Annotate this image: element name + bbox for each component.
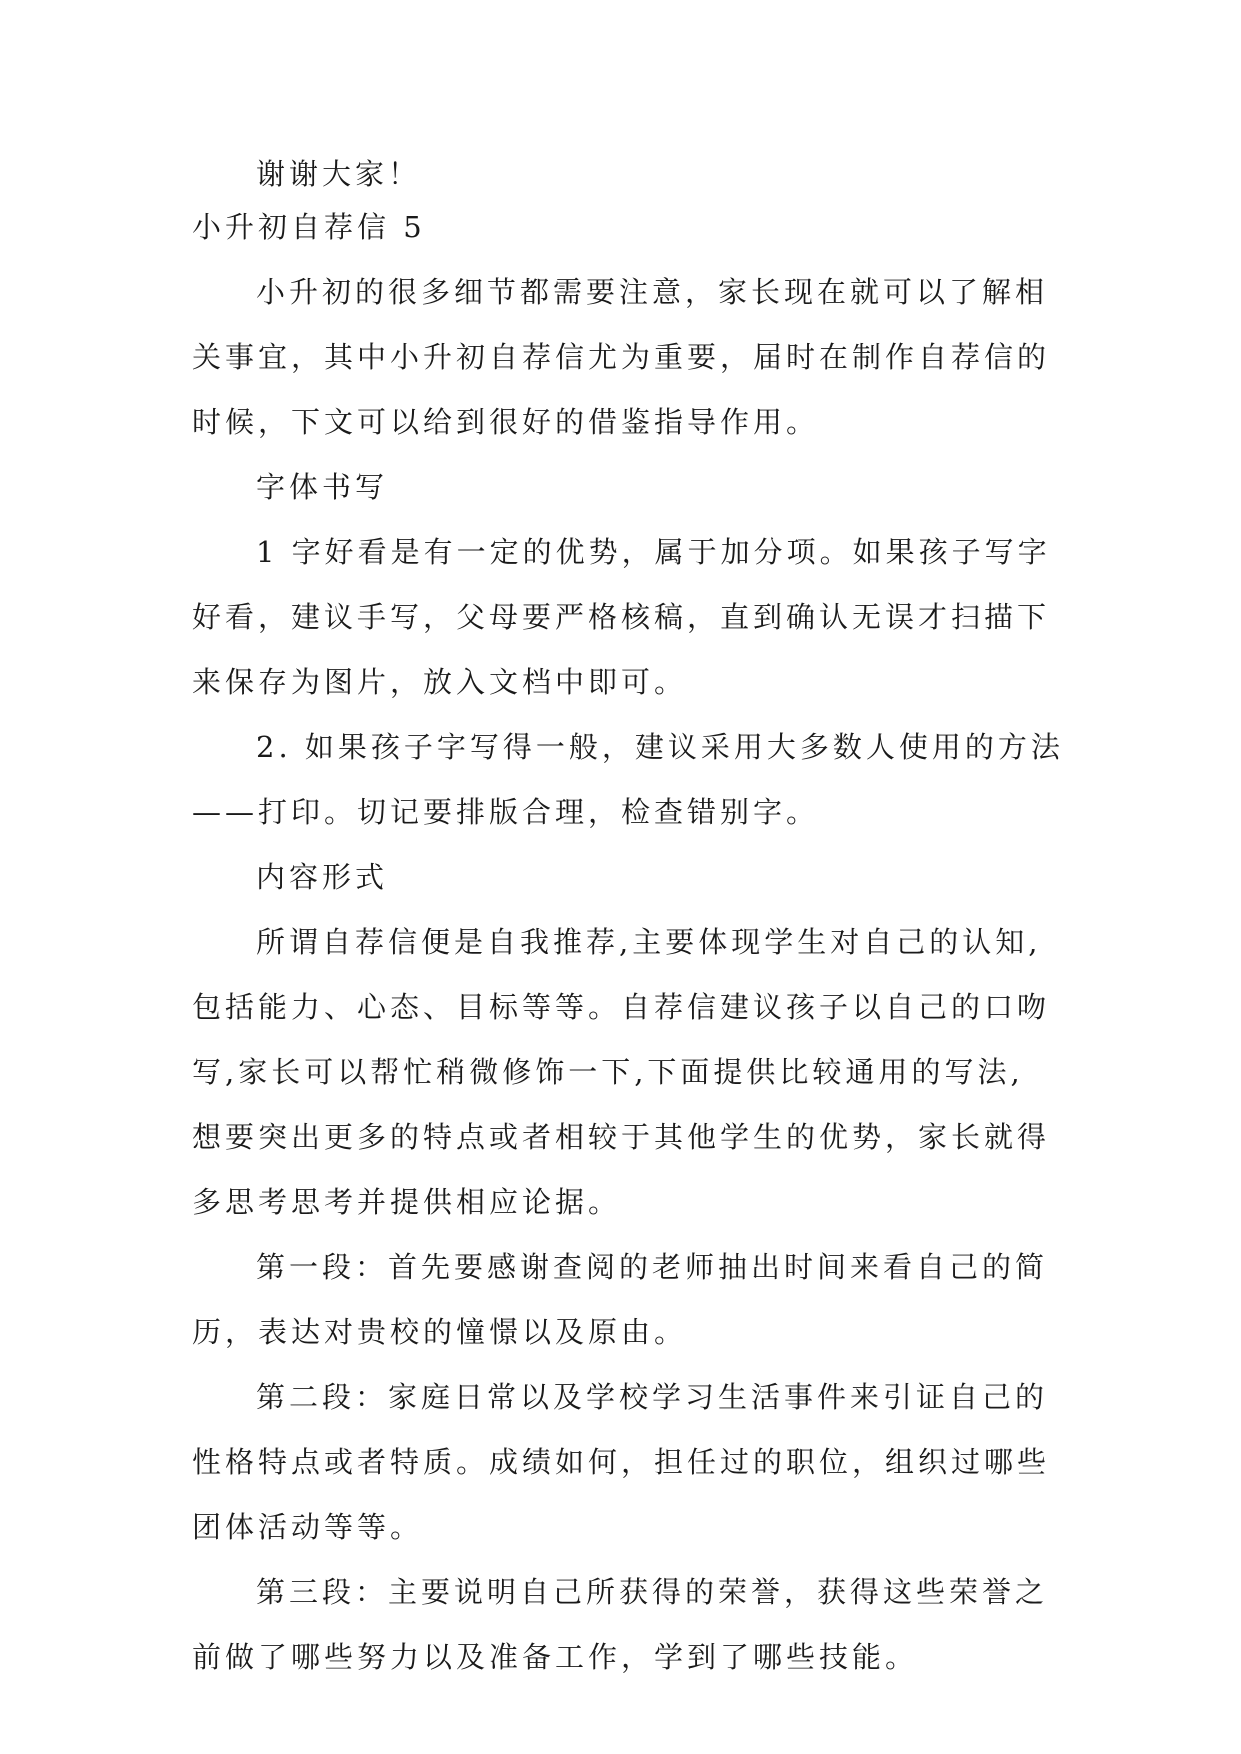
paragraph-line: 想要突出更多的特点或者相较于其他学生的优势，家长就得 [192, 1120, 1051, 1154]
paragraph-line: 写,家长可以帮忙稍微修饰一下,下面提供比较通用的写法, [192, 1055, 1024, 1089]
paragraph-line: 团体活动等等。 [192, 1510, 424, 1544]
document-body [192, 157, 1064, 1674]
paragraph-line: 第一段：首先要感谢查阅的老师抽出时间来看自己的简 [256, 1250, 1049, 1284]
paragraph-line: 第二段：家庭日常以及学校学习生活事件来引证自己的 [256, 1380, 1049, 1414]
paragraph-line: 小升初的很多细节都需要注意，家长现在就可以了解相 [256, 275, 1049, 309]
paragraph-line: 性格特点或者特质。成绩如何，担任过的职位，组织过哪些 [192, 1445, 1051, 1479]
paragraph-line: 所谓自荐信便是自我推荐,主要体现学生对自己的认知, [256, 925, 1042, 959]
paragraph-line: 1 字好看是有一定的优势，属于加分项。如果孩子写字 [256, 535, 1051, 569]
paragraph-line: 好看，建议手写，父母要严格核稿，直到确认无误才扫描下 [192, 600, 1051, 634]
subheading: 内容形式 [256, 860, 389, 894]
paragraph-line: 第三段：主要说明自己所获得的荣誉，获得这些荣誉之 [256, 1575, 1049, 1609]
paragraph-line: 2. 如果孩子字写得一般，建议采用大多数人使用的方法 [256, 730, 1064, 764]
paragraph-line: 前做了哪些努力以及准备工作，学到了哪些技能。 [192, 1640, 919, 1674]
paragraph-line: 关事宜，其中小升初自荐信尤为重要，届时在制作自荐信的 [192, 340, 1051, 374]
closing-line: 谢谢大家！ [256, 157, 422, 191]
paragraph-line: ——打印。切记要排版合理，检查错别字。 [192, 795, 820, 829]
paragraph-line: 时候，下文可以给到很好的借鉴指导作用。 [192, 405, 820, 439]
section-title: 小升初自荐信 5 [192, 210, 426, 244]
paragraph-line: 来保存为图片，放入文档中即可。 [192, 665, 688, 699]
paragraph-line: 包括能力、心态、目标等等。自荐信建议孩子以自己的口吻 [192, 990, 1051, 1024]
subheading: 字体书写 [256, 470, 389, 504]
paragraph-line: 历，表达对贵校的憧憬以及原由。 [192, 1315, 688, 1349]
paragraph-line: 多思考思考并提供相应论据。 [192, 1185, 622, 1219]
